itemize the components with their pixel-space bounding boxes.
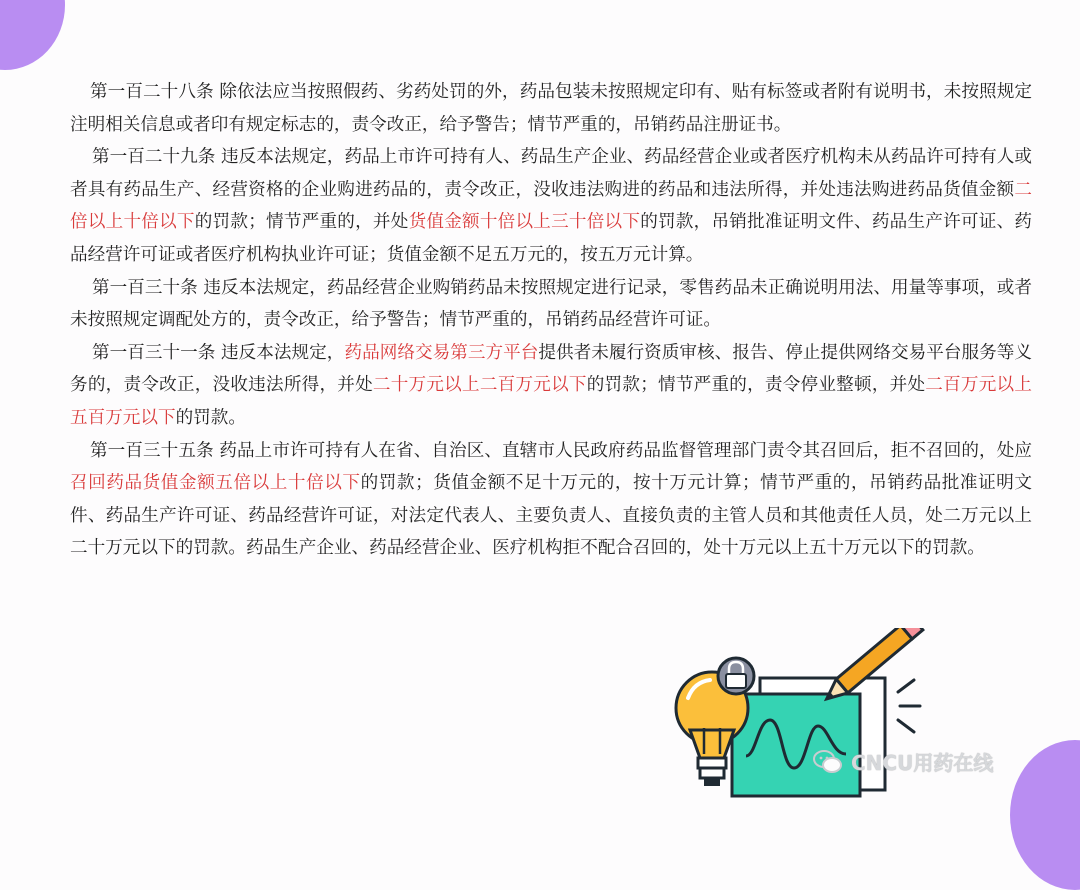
corner-decoration-bottom-right bbox=[1010, 740, 1080, 890]
highlighted-penalty: 药品网络交易第三方平台 bbox=[344, 342, 539, 363]
article-paragraph bbox=[70, 141, 1032, 271]
article-paragraph bbox=[70, 76, 1032, 141]
paragraph-text: 的罚款，吊销批准证明文件、药品生产许可证、药品经营许可证或者医疗机构执业许可证；货值金额不足五万元的，按五万元计算。 bbox=[70, 212, 1032, 265]
article-paragraph bbox=[70, 337, 1032, 435]
paragraph-text: 第一百三十条 违反本法规定，药品经营企业购销药品未按照规定进行记录，零售药品未正确说明用法、用量等事项，或者未按照规定调配处方的，责令改正，给予警告；情节严重的，吊销药品经营许可证。 bbox=[70, 277, 1032, 331]
idea-illustration bbox=[660, 628, 930, 803]
corner-decoration-top-left bbox=[0, 0, 65, 70]
paragraph-text: 第一百二十九条 违反本法规定，药品上市许可持有人、药品生产企业、药品经营企业或者医疗机构未从药品许可持有人或者具有药品生产、经营资格的企业购进药品的，责令改正，没收违法购进的药品和违法所得，并处违法购进药品货值金额 bbox=[70, 147, 1032, 200]
wave-chart-icon bbox=[732, 694, 860, 796]
paragraph-text: 的罚款；情节严重的，并处 bbox=[194, 212, 409, 233]
highlighted-penalty: 二十万元以上二百万元以下 bbox=[372, 375, 587, 396]
paragraph-text: 提供者未履行资质审核、报告、停止提供网络交易平台服务等义务的，责令改正，没收违法所得，并处 bbox=[70, 342, 1032, 396]
highlighted-penalty: 召回药品货值金额五倍以上十倍以下 bbox=[70, 473, 361, 494]
sparkle-lines bbox=[898, 680, 920, 732]
highlighted-penalty: 货值金额十倍以上三十倍以下 bbox=[408, 212, 641, 233]
paragraph-text: 的罚款；货值金额不足十万元的，按十万元计算；情节严重的，吊销药品批准证明文件、药品生产许可证、药品经营许可证，对法定代表人、主要负责人、直接负责的主管人员和其他责任人员，处二万元以上二十万元以下的罚款。药品生产企业、药品经营企业、医疗机构拒不配合召回的，处十万元以上五十万元以下的罚款。 bbox=[70, 473, 1032, 559]
law-articles bbox=[70, 76, 1032, 565]
paragraph-text: 第一百三十五条 药品上市许可持有人在省、自治区、直辖市人民政府药品监督管理部门责令其召回后，拒不召回的，处应 bbox=[90, 440, 1032, 461]
article-paragraph bbox=[70, 272, 1032, 337]
article-paragraph bbox=[70, 435, 1032, 565]
lock-icon bbox=[718, 658, 754, 694]
paragraph-text: 第一百二十八条 除依法应当按照假药、劣药处罚的外，药品包装未按照规定印有、贴有标签或者附有说明书，未按照规定注明相关信息或者印有规定标志的，责令改正，给予警告；情节严重的，吊销药品注册证书。 bbox=[70, 82, 1032, 135]
highlighted-penalty: 二百万元以上五百万元以下 bbox=[70, 375, 1032, 428]
paragraph-text: 的罚款；情节严重的，责令停业整顿，并处 bbox=[586, 375, 926, 396]
paragraph-text: 的罚款。 bbox=[175, 407, 246, 428]
watermark bbox=[813, 747, 993, 776]
wechat-icon bbox=[813, 749, 843, 775]
watermark-text: CNCU用药在线 bbox=[851, 751, 994, 775]
highlighted-penalty: 二倍以上十倍以下 bbox=[70, 179, 1032, 233]
paragraph-text: 第一百三十一条 违反本法规定， bbox=[92, 342, 345, 363]
